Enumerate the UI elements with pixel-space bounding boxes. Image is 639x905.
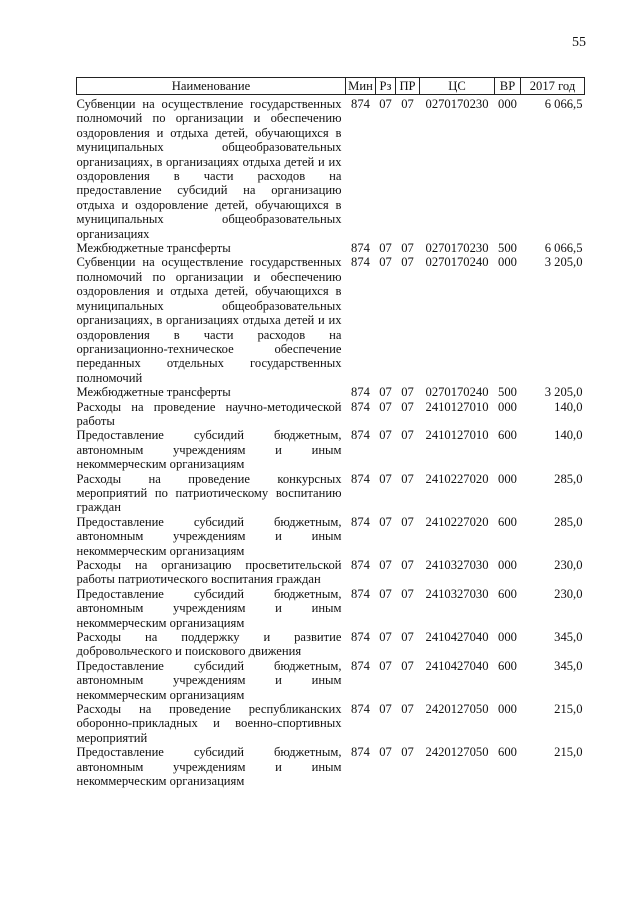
cell-sum: 215,0 (554, 745, 583, 760)
cell-name: Межбюджетные трансферты (76, 241, 231, 256)
table-row (77, 587, 585, 630)
cell-rz: 07 (379, 97, 392, 111)
header-rz: Рз (376, 78, 396, 95)
cell-vr: 600 (498, 514, 517, 529)
cell-sum: 345,0 (554, 630, 583, 645)
table-body (77, 95, 585, 789)
cell-name: Расходы на проведение конкурсных мероприятий по патриотическому воспитанию граждан (76, 471, 342, 515)
cell-min: 874 (351, 385, 370, 400)
cell-cs: 2420127050 (425, 745, 489, 760)
cell-min: 874 (351, 255, 370, 270)
cell-pr: 07 (401, 428, 414, 443)
table-row (77, 241, 585, 255)
cell-min: 874 (351, 586, 370, 601)
cell-pr: 07 (401, 745, 414, 760)
cell-cs: 0270170240 (425, 255, 489, 270)
cell-cs: 2410327030 (425, 558, 489, 572)
cell-rz: 07 (379, 586, 392, 601)
cell-name: Расходы на проведение научно-методической работы (76, 399, 342, 428)
cell-pr: 07 (401, 255, 414, 270)
cell-rz: 07 (379, 471, 392, 486)
cell-min: 874 (351, 558, 370, 572)
cell-min: 874 (351, 702, 370, 717)
cell-pr: 07 (401, 399, 414, 414)
cell-cs: 0270170230 (425, 97, 489, 111)
cell-cs: 2410127010 (425, 399, 489, 414)
cell-vr: 000 (498, 471, 517, 486)
page-number: 55 (572, 35, 586, 50)
table-row (77, 745, 585, 788)
header-pr: ПР (396, 78, 420, 95)
cell-name: Расходы на организацию просветительской работы патриотического воспитания граждан (76, 558, 342, 587)
cell-vr: 500 (498, 241, 517, 256)
table-row (77, 702, 585, 745)
header-name: Наименование (77, 78, 346, 95)
cell-rz: 07 (379, 630, 392, 645)
cell-cs: 2410427040 (425, 658, 489, 673)
table-row (77, 558, 585, 587)
cell-cs: 2410227020 (425, 514, 489, 529)
cell-name: Предоставление субсидий бюджетным, автономным учреждениям и иным некоммерческим организациям (76, 745, 342, 789)
cell-name: Субвенции на осуществление государственных полномочий по организации и обеспечению оздоровления и отдыха детей, обучающихся в муниципальных общеобразовательных организациях, в организациях отдыха детей и их оздоровления в части расходов на предоставление субсидий на организацию отдыха и оздоровление детей, обучающихся в муниципальных общеобразовательных организациях (76, 97, 342, 241)
cell-min: 874 (351, 658, 370, 673)
cell-cs: 2410227020 (425, 471, 489, 486)
cell-cs: 2420127050 (425, 702, 489, 717)
cell-sum: 285,0 (554, 471, 583, 486)
cell-vr: 000 (498, 255, 517, 270)
cell-sum: 345,0 (554, 658, 583, 673)
cell-cs: 0270170240 (425, 385, 489, 400)
cell-vr: 000 (498, 702, 517, 717)
cell-min: 874 (351, 97, 370, 111)
cell-rz: 07 (379, 255, 392, 270)
cell-sum: 230,0 (554, 558, 583, 572)
cell-sum: 6 066,5 (544, 241, 583, 256)
cell-pr: 07 (401, 385, 414, 400)
cell-sum: 230,0 (554, 586, 583, 601)
cell-rz: 07 (379, 558, 392, 572)
cell-name: Предоставление субсидий бюджетным, автономным учреждениям и иным некоммерческим организациям (76, 586, 342, 630)
cell-sum: 6 066,5 (544, 97, 583, 111)
cell-min: 874 (351, 514, 370, 529)
table-row (77, 385, 585, 399)
cell-pr: 07 (401, 586, 414, 601)
cell-pr: 07 (401, 630, 414, 645)
table-row (77, 630, 585, 659)
header-vr: ВР (495, 78, 521, 95)
cell-sum: 140,0 (554, 428, 583, 443)
cell-rz: 07 (379, 658, 392, 673)
cell-sum: 285,0 (554, 514, 583, 529)
cell-vr: 600 (498, 658, 517, 673)
header-row (77, 78, 585, 95)
cell-rz: 07 (379, 702, 392, 717)
header-cs: ЦС (420, 78, 495, 95)
cell-name: Расходы на поддержку и развитие добровольческого и поискового движения (76, 630, 342, 659)
cell-cs: 0270170230 (425, 241, 489, 256)
cell-pr: 07 (401, 702, 414, 717)
cell-name: Предоставление субсидий бюджетным, автономным учреждениям и иным некоммерческим организациям (76, 658, 342, 702)
table-row (77, 255, 585, 385)
cell-rz: 07 (379, 514, 392, 529)
cell-min: 874 (351, 630, 370, 645)
table-row (77, 659, 585, 702)
cell-rz: 07 (379, 745, 392, 760)
cell-cs: 2410327030 (425, 586, 489, 601)
cell-name: Межбюджетные трансферты (76, 385, 231, 400)
cell-vr: 000 (498, 97, 517, 111)
cell-name: Предоставление субсидий бюджетным, автономным учреждениям и иным некоммерческим организациям (76, 514, 342, 558)
cell-name: Расходы на проведение республиканских оборонно-прикладных и военно-спортивных мероприятий (76, 702, 342, 745)
cell-vr: 600 (498, 745, 517, 760)
header-min: Мин (346, 78, 376, 95)
cell-sum: 140,0 (554, 399, 583, 414)
cell-rz: 07 (379, 385, 392, 400)
cell-rz: 07 (379, 399, 392, 414)
cell-min: 874 (351, 241, 370, 256)
cell-sum: 3 205,0 (544, 255, 583, 270)
cell-pr: 07 (401, 658, 414, 673)
table-row (77, 400, 585, 429)
header-sum: 2017 год (521, 78, 585, 95)
cell-min: 874 (351, 471, 370, 486)
cell-sum: 3 205,0 (544, 385, 583, 400)
cell-min: 874 (351, 745, 370, 760)
budget-table (76, 77, 585, 789)
cell-pr: 07 (401, 558, 414, 572)
cell-name: Предоставление субсидий бюджетным, автономным учреждениям и иным некоммерческим организациям (76, 428, 342, 472)
cell-vr: 000 (498, 630, 517, 645)
table-row (77, 428, 585, 471)
cell-vr: 600 (498, 428, 517, 443)
cell-rz: 07 (379, 428, 392, 443)
cell-name: Субвенции на осуществление государственных полномочий по организации и обеспечению оздоровления и отдыха детей, обучающихся в муниципальных общеобразовательных организациях, в организациях отдыха детей и их оздоровления в части расходов на организационно-техническое обеспечение переданных отдельных государственных полномочий (76, 255, 342, 385)
table-row (77, 95, 585, 242)
cell-cs: 2410427040 (425, 630, 489, 645)
cell-pr: 07 (401, 514, 414, 529)
table-row (77, 515, 585, 558)
cell-min: 874 (351, 428, 370, 443)
cell-vr: 000 (498, 558, 517, 572)
cell-pr: 07 (401, 471, 414, 486)
cell-vr: 500 (498, 385, 517, 400)
cell-vr: 000 (498, 399, 517, 414)
cell-min: 874 (351, 399, 370, 414)
cell-sum: 215,0 (554, 702, 583, 717)
cell-cs: 2410127010 (425, 428, 489, 443)
table-row (77, 472, 585, 515)
cell-pr: 07 (401, 241, 414, 256)
cell-vr: 600 (498, 586, 517, 601)
table-header (77, 78, 585, 95)
cell-rz: 07 (379, 241, 392, 256)
cell-pr: 07 (401, 97, 414, 111)
